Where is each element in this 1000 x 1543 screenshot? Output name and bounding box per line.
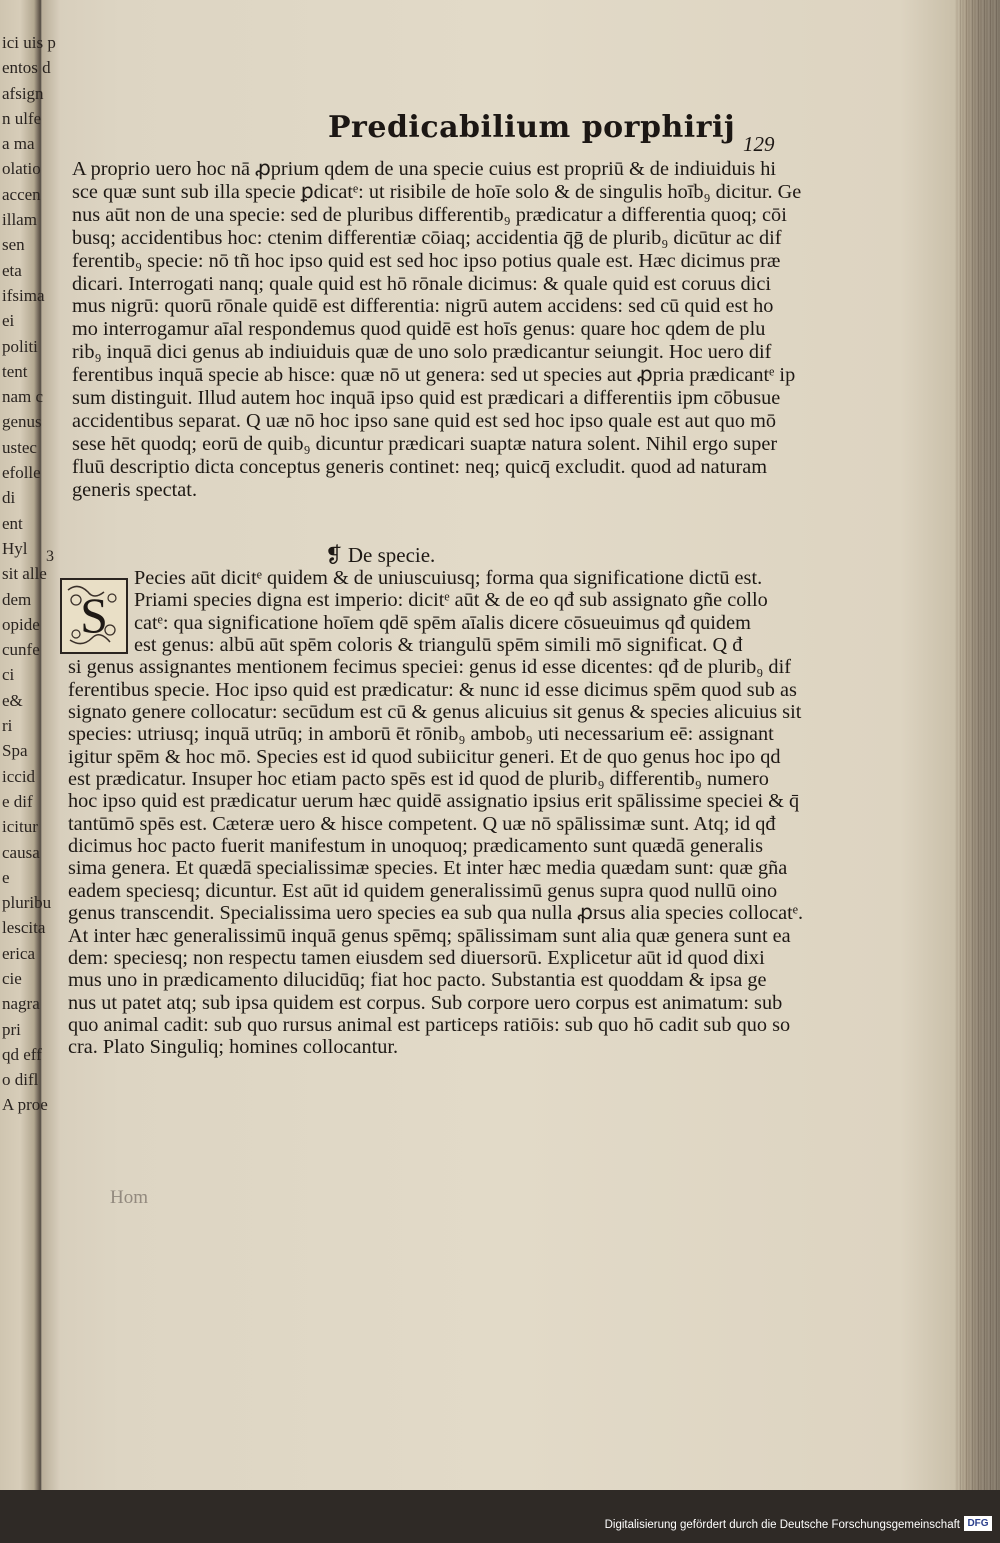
left-page-line: nam c	[2, 387, 44, 407]
left-page-text-fragments	[2, 30, 56, 1450]
text-line: sima genera. Et quædā specialissimæ species. Et inter hæc media quædam sunt: quæ gña	[68, 857, 788, 880]
left-page-line: e	[2, 867, 10, 887]
text-line: tantūmō spēs est. Cæteræ uero & hisce competent. Q uæ nō spālissimæ sunt. Atq; id qđ	[68, 812, 776, 835]
text-line: nus ut patet atq; sub ipsa quidem est corpus. Sub corpore uero corpus est animatum: sub	[68, 991, 783, 1014]
left-page-line: olatio	[2, 159, 41, 179]
digitization-credit: Digitalisierung gefördert durch die Deutsche Forschungsgemeinschaft	[604, 1519, 960, 1531]
running-title: Predicabilium porphirij	[328, 110, 736, 145]
text-line: accidentibus separat. Q uæ nō hoc ipso sane quid est sed hoc ipso quale est aut quo mō	[72, 409, 777, 432]
text-line: ferentib₉ specie: nō tñ hoc ipso quid est sed hoc ipso potius quale est. Hæc dicimus præ	[72, 249, 781, 272]
text-line: ferentibus specie. Hoc ipso quid est prædicatur: & nunc id esse dicimus spēm quod sub as	[68, 678, 797, 701]
text-line: quo animal cadit: sub quo rursus animal est particeps ratiōis: sub quo hō cadit sub quo so	[68, 1013, 791, 1036]
text-line: busq; accidentibus hoc: ctenim differentiæ cōiaq; accidentia q̄ḡ de plurib₉ dicūtur ac dif	[72, 226, 782, 249]
catchword: Hom	[110, 1187, 148, 1208]
text-line: Priami species digna est imperio: dicitᵉ aūt & de eo qđ sub assignato gñe collo	[134, 589, 768, 612]
text-line: sum distinguit. Illud autem hoc inquā ipso quid est prædicari a differentiis ipm cōbusue	[72, 387, 781, 410]
left-facing-page	[0, 0, 56, 1490]
text-line: igitur spēm & hoc mō. Species est id quod subiicitur generi. Et de quo genus hoc ipo qd	[68, 745, 781, 768]
left-page-line: erica	[2, 943, 36, 963]
text-line: est genus: albū aūt spēm coloris & triangulū spēm simili mō significat. Q đ	[134, 634, 743, 657]
page-edge-stack	[955, 0, 1000, 1490]
left-page-line: sen	[2, 235, 25, 255]
text-line: si genus assignantes mentionem fecimus speciei: genus id esse dicentes: qđ de plurib₉ dif	[68, 656, 791, 679]
left-page-line: eta	[2, 260, 22, 280]
left-page-line: n ulfe	[2, 108, 42, 128]
text-line: catᵉ: qua significatione hoīem qdē spēm aīalis dicere cōsueuimus qđ quidem	[134, 611, 751, 634]
text-line: dicimus hoc pacto fuerit manifestum in unoquoq; prædicamento sunt quædā generalis	[68, 835, 764, 858]
left-page-line: entos d	[2, 58, 51, 78]
text-line: generis spectat.	[72, 478, 198, 501]
left-page-line: lescita	[2, 918, 46, 938]
marginal-number: 3	[46, 548, 54, 565]
text-line: mus nigrū: quorū rōnale quidē est differentia: nigrū autem accidens: sed cū quid est ho	[72, 295, 774, 318]
left-page-line: politi	[2, 336, 38, 356]
left-page-line: icitur	[2, 817, 38, 837]
left-page-line: A proe	[2, 1095, 48, 1115]
section-heading: ❡ De specie.	[325, 543, 436, 567]
text-line: nus aūt non de una specie: sed de pluribus differentib₉ prædicatur a differentia quoq; cōi	[72, 203, 787, 226]
left-page-line: ent	[2, 513, 23, 533]
text-line: dicari. Interrogati nanq; quale quid est hō rōnale dicimus: & quale quid est coruus dici	[72, 272, 771, 295]
text-line: mus uno in prædicamento dilucidūq; fiat hoc pacto. Substantia est quoddam & ipsa ge	[68, 969, 767, 992]
text-line: species: utriusq; inquā utrūq; in amborū ēt rōnib₉ ambob₉ uti necessarium eē: assignant	[68, 723, 774, 746]
left-page-line: pri	[2, 1019, 21, 1039]
text-line: At inter hæc generalissimū inquā genus spēmq; spālissimam sunt alia quæ genera sunt ea	[68, 924, 791, 947]
left-page-line: tent	[2, 361, 28, 381]
paragraph-de-specie	[68, 567, 804, 1059]
left-page-line: iccid	[2, 766, 36, 786]
text-line: eadem speciesq; dicuntur. Est aūt id quidem generalissimū genus supra quod nullū oino	[68, 879, 778, 902]
left-page-line: Hyl	[2, 538, 28, 558]
text-line: ferentibus inquā specie ab hisce: quæ nō ut genera: sed ut species aut ꝓpria prædicantᵉ ip	[72, 364, 796, 387]
left-page-line: a ma	[2, 134, 35, 154]
initial-letter: S	[80, 587, 108, 643]
left-page-line: ustec	[2, 437, 37, 457]
left-page-line: nagra	[2, 994, 40, 1014]
left-page-line: pluribu	[2, 893, 52, 913]
text-line: dem: speciesq; non respectu tamen eiusdem sed diuersorū. Explicetur aūt id quod dixi	[68, 946, 765, 969]
left-page-line: genus	[2, 412, 42, 432]
left-page-line: ri	[2, 716, 13, 736]
text-line: fluū descriptio dicta conceptus generis continet: neq; quicq̄ excludit. quod ad naturam	[72, 455, 767, 478]
left-page-line: accen	[2, 184, 41, 204]
text-line: A proprio uero hoc nā ꝓprium qdem de una specie cuius est propriū & de indiuiduis hi	[72, 158, 777, 180]
left-page-line: Spa	[2, 741, 28, 761]
left-page-line: dem	[2, 589, 32, 609]
text-line: signato genere collocatur: secūdum est cū & genus alicuius sit genus & species alicuius sit	[68, 701, 802, 724]
left-page-line: illam	[2, 210, 37, 230]
right-page	[40, 0, 960, 1490]
left-page-line: ei	[2, 311, 15, 331]
left-page-line: afsign	[2, 83, 44, 103]
text-line: cra. Plato Singuliq; homines collocantur.	[68, 1036, 399, 1059]
paragraph-proprium	[72, 158, 802, 502]
folio-number: 129	[743, 132, 775, 156]
text-line: rib₉ inquā dici genus ab indiuiduis quæ de uno solo prædicantur seiungit. Hoc uero dif	[72, 341, 772, 364]
text-line: hoc ipso quid est prædicatur uerum hæc quidē assignatio ipsius erit spālissime speciei & q̄	[68, 790, 800, 813]
text-line: est prædicatur. Insuper hoc etiam pacto spēs est id quod de plurib₉ differentib₉ numero	[68, 768, 769, 791]
left-page-line: qd eff	[2, 1044, 42, 1064]
footer-bar	[0, 1490, 1000, 1543]
left-page-line: opide	[2, 614, 40, 634]
left-page-line: e dif	[2, 791, 33, 811]
left-page-line: ici uis p	[2, 33, 56, 52]
left-page-line: cie	[2, 968, 22, 988]
text-line: mo interrogamur aīal respondemus quod quidē est hoīs genus: quare hoc qdem de plu	[72, 318, 766, 341]
left-page-line: causa	[2, 842, 40, 862]
text-line: sce quæ sunt sub illa specie ꝑdicatᵉ: ut risibile de hoīe solo & de singulis hoīb₉ dicitur. Ge	[72, 180, 802, 203]
left-page-line: efolle	[2, 463, 41, 483]
text-line: genus transcendit. Specialissima uero species ea sub qua nulla ꝓrsus alia species collocatᵉ.	[68, 902, 804, 925]
left-page-line: sit alle	[2, 564, 47, 584]
left-page-line: ci	[2, 665, 15, 685]
text-line: sese hēt quodq; eorū de quib₉ dicuntur prædicari suaptæ natura solent. Nihil ergo super	[72, 432, 778, 455]
left-page-line: di	[2, 488, 16, 508]
left-page-line: cunfe	[2, 640, 40, 660]
left-page-line: o difl	[2, 1070, 39, 1090]
dfg-logo: DFG	[964, 1516, 992, 1531]
left-page-line: ifsima	[2, 285, 45, 305]
left-page-line: e&	[2, 690, 23, 710]
text-line: Pecies aūt dicitᵉ quidem & de uniuscuiusq; forma qua significatione dictū est.	[134, 567, 763, 589]
